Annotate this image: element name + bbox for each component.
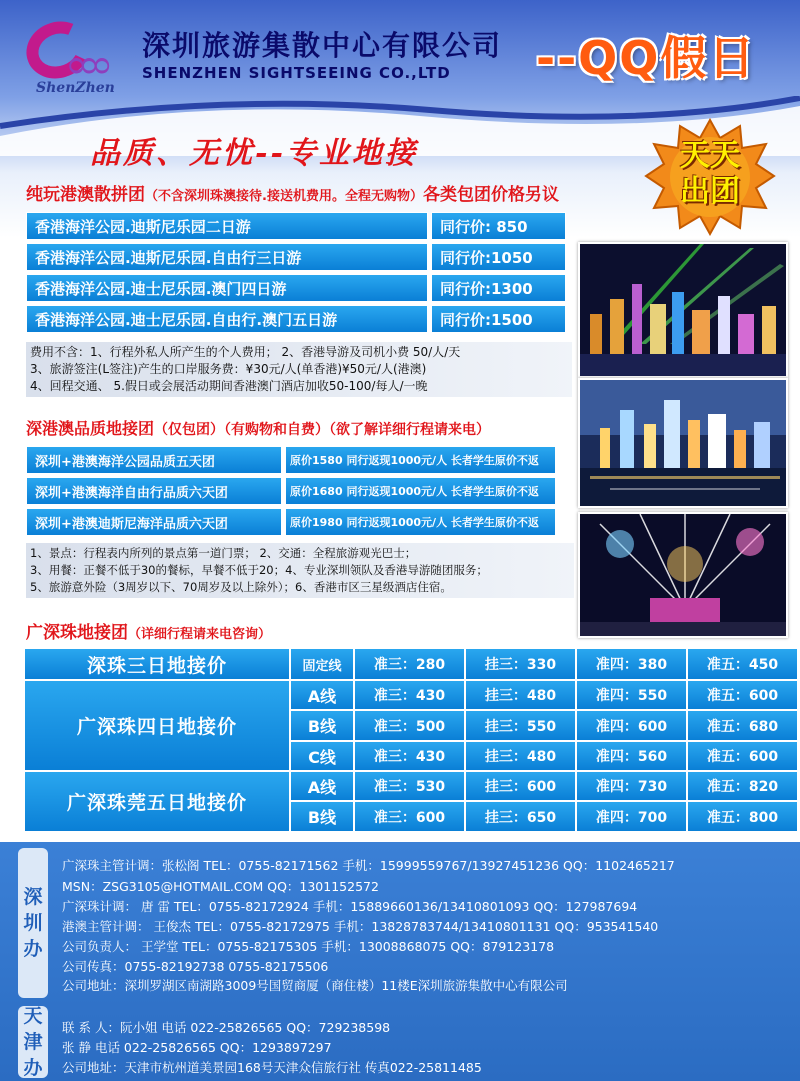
- product-title: --QQ假日: [536, 31, 757, 85]
- gsz-price-cell: 准五：820: [687, 771, 798, 801]
- burst-text: 天天 出团: [680, 138, 740, 209]
- gsz-price-cell: 准五：450: [687, 648, 798, 680]
- gsz-price-cell: 准三：530: [354, 771, 465, 801]
- gsz-price-cell: 挂三：480: [465, 680, 576, 710]
- fees-excluded: 费用不含：1、行程外私人所产生的个人费用； 2、香港导游及司机小费 50/人/天 3、旅游签注(L签注)产生的口岸服务费：¥30元/人(单香港)¥50元/人(港澳) 4、回程交通、 5.假日或会展活动期间香港澳门酒店加收50-100/每人/一晚: [26, 342, 572, 397]
- gsz-price-cell: 准三：600: [354, 801, 465, 832]
- tour-name: 香港海洋公园.迪斯尼乐园.自由行三日游: [26, 243, 428, 271]
- fireworks-show-photo: [578, 512, 788, 638]
- company-name-cn: 深圳旅游集散中心有限公司: [142, 29, 503, 62]
- gsz-line-label: C线: [290, 741, 354, 771]
- slogan: 品质、无忧--专业地接: [90, 136, 418, 171]
- gsz-product: 广深珠四日地接价: [24, 680, 290, 771]
- contact-panel: [0, 842, 800, 1081]
- gsz-price-cell: 准四：380: [576, 648, 687, 680]
- address-row: 公司地址：天津市杭州道美景园168号天津众信旅行社 传真022-25811485: [62, 1060, 482, 1075]
- gsz-price-cell: 挂三：550: [465, 710, 576, 741]
- gsz-price-cell: 挂三：600: [465, 771, 576, 801]
- contact-row: MSN：ZSG3105@HOTMAIL.COM QQ：1301152572: [62, 879, 379, 894]
- tour-price: 同行价: 850: [431, 212, 566, 240]
- quality-title: 深港澳品质地接团（仅包团）（有购物和自费）（欲了解详细行程请来电）: [26, 419, 491, 438]
- gsz-price-cell: 准三：430: [354, 741, 465, 771]
- tianjin-office-tab: 天 津 办: [18, 1006, 48, 1078]
- tour-name: 香港海洋公园.迪士尼乐园.自由行.澳门五日游: [26, 305, 428, 333]
- shenzhen-office-tab: 深 圳 办: [18, 848, 48, 998]
- tour-price: 同行价:1050: [431, 243, 566, 271]
- company-name-en: SHENZHEN SIGHTSEEING CO.,LTD: [142, 64, 451, 82]
- hk-harbour-night-photo: [578, 378, 788, 508]
- tour-name: 深圳+港澳海洋自由行品质六天团: [26, 477, 282, 505]
- tour-name: 深圳+港澳海洋公园品质五天团: [26, 446, 282, 474]
- address-row: 公司地址：深圳罗湖区南湖路3009号国贸商厦（商住楼）11楼E深圳旅游集散中心有限公司: [62, 978, 568, 993]
- gsz-line-label: A线: [290, 771, 354, 801]
- gsz-price-cell: 准四：560: [576, 741, 687, 771]
- gsz-title: 广深珠地接团（详细行程请来电咨询）: [26, 623, 272, 643]
- gsz-price-cell: 挂三：650: [465, 801, 576, 832]
- company-logo: [22, 14, 132, 102]
- logo-subtext: ShenZhen: [36, 80, 115, 96]
- quality-table: [26, 446, 556, 536]
- contact-row: 港澳主管计调： 王俊杰 TEL：0755-82172975 手机：13828783744/13410801131 QQ：953541540: [62, 919, 659, 934]
- contact-row: 联 系 人：阮小姐 电话 022-25826565 QQ：729238598: [62, 1020, 391, 1035]
- gsz-price-cell: 准五：600: [687, 741, 798, 771]
- gsz-price-cell: 准五：680: [687, 710, 798, 741]
- gsz-price-cell: 准四：600: [576, 710, 687, 741]
- gsz-price-cell: 挂三：480: [465, 741, 576, 771]
- contact-row: 张 静 电话 022-25826565 QQ：1293897297: [62, 1040, 332, 1055]
- gsz-price-cell: 准四：550: [576, 680, 687, 710]
- tour-name: 深圳+港澳迪斯尼海洋品质六天团: [26, 508, 282, 536]
- tour-name: 香港海洋公园.迪斯尼乐园二日游: [26, 212, 428, 240]
- gsz-price-cell: 准五：800: [687, 801, 798, 832]
- tour-price: 同行价:1500: [431, 305, 566, 333]
- logo-waves-icon: ೦೦೦: [68, 46, 107, 81]
- tour-price: 原价1680 同行返现1000元/人 长者学生原价不返: [285, 477, 556, 505]
- gsz-price-table: [24, 648, 800, 832]
- tour-name: 香港海洋公园.迪士尼乐园.澳门四日游: [26, 274, 428, 302]
- gsz-price-cell: 准三：500: [354, 710, 465, 741]
- gsz-price-cell: 准四：730: [576, 771, 687, 801]
- gsz-price-cell: 挂三：330: [465, 648, 576, 680]
- gsz-price-cell: 准五：600: [687, 680, 798, 710]
- contact-row: 广深珠计调： 唐 雷 TEL：0755-82172924 手机：15889660136/13410801093 QQ：127987694: [62, 899, 638, 914]
- gsz-price-cell: 准四：700: [576, 801, 687, 832]
- hk-macau-title: 纯玩港澳散拼团（不含深圳珠澳接待.接送机费用。全程无购物）各类包团价格另议: [26, 185, 559, 205]
- contact-row: 广深珠主管计调：张松阁 TEL：0755-82171562 手机：15999559767/13927451236 QQ：1102465217: [62, 858, 675, 873]
- tour-price: 同行价:1300: [431, 274, 566, 302]
- contact-row: 公司负责人： 王学堂 TEL：0755-82175305 手机：13008868075 QQ：879123178: [62, 939, 555, 954]
- hk-skyline-laser-photo: [578, 242, 788, 378]
- gsz-line-label: 固定线: [290, 648, 354, 680]
- gsz-line-label: A线: [290, 680, 354, 710]
- tour-price: 原价1580 同行返现1000元/人 长者学生原价不返: [285, 446, 556, 474]
- quality-inclusions: 1、景点：行程表内所列的景点第一道门票； 2、交通：全程旅游观光巴士； 3、用餐：正餐不低于30的餐标，早餐不低于20；4、专业深圳领队及香港导游随团服务； 5、旅游意外险（3周岁以下、70周岁及以上除外）；6、香港市区三星级酒店住宿。: [26, 543, 574, 598]
- gsz-product: 广深珠莞五日地接价: [24, 771, 290, 832]
- hk-macau-table: [26, 212, 566, 333]
- gsz-price-cell: 准三：430: [354, 680, 465, 710]
- tour-price: 原价1980 同行返现1000元/人 长者学生原价不返: [285, 508, 556, 536]
- gsz-line-label: B线: [290, 710, 354, 741]
- fax-row: 公司传真：0755-82192738 0755-82175506: [62, 959, 329, 974]
- gsz-line-label: B线: [290, 801, 354, 832]
- gsz-product: 深珠三日地接价: [24, 648, 290, 680]
- gsz-price-cell: 准三：280: [354, 648, 465, 680]
